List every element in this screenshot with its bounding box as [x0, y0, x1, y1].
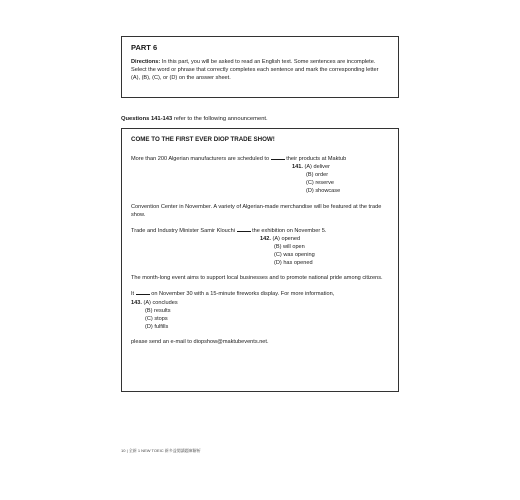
question-142-option-b: (B) will open — [274, 243, 305, 250]
question-142-number: 142. — [260, 235, 271, 242]
question-143-option-d: (D) fulfills — [145, 323, 169, 330]
passage-sentence-1-after: their products at Maktub — [286, 155, 347, 162]
question-142-options — [131, 235, 389, 267]
directions-body: In this part, you will be asked to read an English text. Some sentences are incomplete. Select the word or phrase that correctly completes each sentence and mark the corresponding letter (A), (B), (C), or (D) on the answer sheet. — [131, 59, 379, 82]
passage-sentence-3-after: the exhibition on November 5. — [252, 227, 327, 234]
question-141-option-c: (C) reserve — [306, 180, 334, 187]
question-141-option-a — [292, 163, 389, 171]
page-number: 10 — [121, 448, 126, 453]
question-143-number: 143. — [131, 299, 142, 306]
passage-sentence-3 — [131, 226, 389, 235]
question-141-options — [131, 163, 389, 195]
question-142-option-c: (C) was opening — [274, 252, 315, 259]
question-143-options — [131, 299, 389, 331]
answer-blank-142 — [237, 226, 251, 232]
answer-blank-141 — [271, 154, 285, 160]
part-directions-box — [121, 36, 399, 98]
answer-blank-143 — [136, 289, 150, 295]
questions-range: Questions 141-143 — [121, 116, 173, 122]
passage-paragraph-4: The month-long event aims to support local businesses and to promote national pride among citizens. — [131, 275, 383, 282]
announcement-title: COME TO THE FIRST EVER DIOP TRADE SHOW! — [131, 136, 275, 143]
question-143-option-c: (C) stops — [145, 315, 168, 322]
passage-sentence-5 — [131, 289, 389, 298]
passage-sentence-5-after: on November 30 with a 15-minute fireworks display. For more information, — [151, 291, 335, 298]
passage-sentence-3-before: Trade and Industry Minister Samir Klouchi — [131, 227, 235, 234]
directions-label: Directions: — [131, 59, 161, 65]
question-143-option-b: (B) results — [145, 307, 171, 314]
question-142-option-a — [260, 235, 389, 243]
questions-intro-text: refer to the following announcement. — [173, 116, 268, 122]
question-141-option-b: (B) order — [306, 172, 329, 179]
directions-text — [131, 58, 389, 82]
announcement-box — [121, 128, 399, 392]
passage-paragraph-2: Convention Center in November. A variety of Algerian-made merchandise will be featured at the trade show. — [131, 203, 382, 218]
question-143-option-a — [131, 299, 389, 307]
option-label: (A) concludes — [143, 299, 178, 306]
passage-sentence-5-before: It — [131, 291, 135, 298]
passage-paragraph-6: please send an e-mail to diopshow@maktubevents.net. — [131, 338, 269, 345]
passage-sentence-1 — [131, 154, 389, 163]
footer-text: | 全新 1 NEW TOEIC 新多益閱讀題庫解析 — [126, 448, 201, 453]
passage-sentence-1-before: More than 200 Algerian manufacturers are scheduled to — [131, 155, 270, 162]
page-footer — [121, 448, 201, 454]
question-141-option-d: (D) showcase — [306, 188, 341, 195]
option-label: (A) deliver — [304, 164, 330, 171]
option-label: (A) opened — [272, 235, 301, 242]
part-title: PART 6 — [131, 43, 158, 52]
questions-intro — [121, 116, 268, 122]
question-142-option-d: (D) has opened — [274, 260, 313, 267]
question-141-number: 141. — [292, 164, 303, 171]
